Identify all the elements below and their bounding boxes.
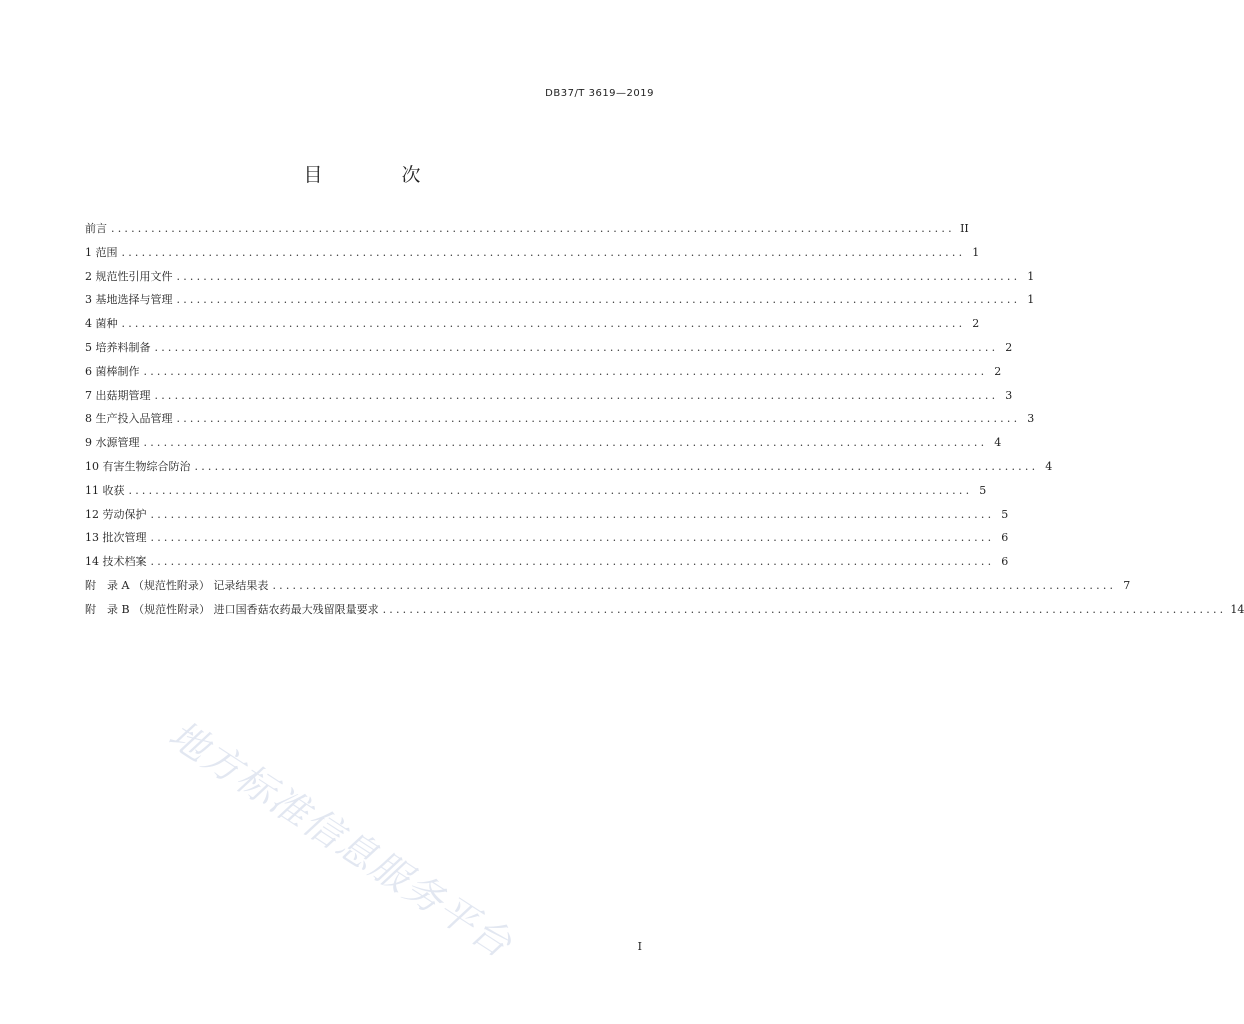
toc-leader-dots: .............................................................................................................................. — [154, 340, 999, 354]
toc-leader-dots: .............................................................................................................................. — [111, 222, 955, 235]
document-code: DB37/T 3619—2019 — [545, 88, 654, 99]
toc-entry[interactable] — [85, 482, 987, 506]
toc-entry-appendix[interactable] — [85, 601, 1244, 625]
toc-entry-label: 4 菌种 — [85, 317, 118, 331]
toc-entry-label: 2 规范性引用文件 — [85, 269, 173, 283]
toc-entry-page: 2 — [994, 364, 1002, 378]
toc-entry-appendix[interactable] — [85, 577, 1131, 601]
toc-leader-dots: .............................................................................................................................. — [176, 293, 1021, 307]
toc-entry[interactable] — [85, 553, 1009, 577]
toc-entry[interactable] — [85, 315, 980, 339]
toc-entry-page: 3 — [1027, 412, 1035, 426]
table-of-contents — [85, 220, 1244, 625]
toc-leader-dots: .............................................................................................................................. — [382, 602, 1227, 616]
toc-entry[interactable] — [85, 268, 1035, 292]
toc-entry[interactable] — [85, 291, 1035, 315]
toc-entry-page: 1 — [1027, 269, 1035, 283]
toc-entry-page: 6 — [1001, 555, 1009, 569]
toc-entry-label: 前言 — [85, 222, 107, 235]
toc-entry-label: 6 菌棒制作 — [85, 364, 140, 378]
watermark: 地方标准信息服务平台 — [161, 711, 521, 967]
toc-entry[interactable] — [85, 363, 1002, 387]
toc-entry-label: 附 录 B （规范性附录） 进口国香菇农药最大残留限量要求 — [85, 602, 379, 616]
toc-leader-dots: .............................................................................................................................. — [121, 317, 966, 331]
toc-entry[interactable] — [85, 244, 980, 268]
toc-entry-page: 7 — [1123, 578, 1131, 592]
toc-leader-dots: .............................................................................................................................. — [150, 555, 995, 569]
toc-leader-dots: .............................................................................................................................. — [194, 459, 1039, 473]
toc-entry-label: 附 录 A （规范性附录） 记录结果表 — [85, 578, 269, 592]
toc-leader-dots: .............................................................................................................................. — [154, 388, 999, 402]
toc-entry-page: 1 — [972, 245, 980, 259]
toc-entry-label: 10 有害生物综合防治 — [85, 459, 191, 473]
toc-entry-label: 8 生产投入品管理 — [85, 412, 173, 426]
toc-entry-label: 14 技术档案 — [85, 555, 147, 569]
toc-entry-label: 11 收获 — [85, 483, 125, 497]
toc-leader-dots: .............................................................................................................................. — [150, 531, 995, 545]
toc-leader-dots: .............................................................................................................................. — [176, 269, 1021, 283]
toc-entry-label: 13 批次管理 — [85, 531, 147, 545]
toc-entry[interactable] — [85, 434, 1002, 458]
toc-entry-page: 1 — [1027, 293, 1035, 307]
toc-entry-label: 12 劳动保护 — [85, 507, 147, 521]
toc-leader-dots: .............................................................................................................................. — [143, 364, 988, 378]
toc-entry-label: 5 培养料制备 — [85, 340, 151, 354]
toc-entry-label: 1 范围 — [85, 245, 118, 259]
toc-entry-page: 5 — [1001, 507, 1009, 521]
toc-entry-label: 3 基地选择与管理 — [85, 293, 173, 307]
toc-entry-page: 5 — [979, 483, 987, 497]
toc-leader-dots: .............................................................................................................................. — [143, 436, 988, 450]
toc-entry-page: 2 — [972, 317, 980, 331]
toc-leader-dots: .............................................................................................................................. — [150, 507, 995, 521]
toc-entry[interactable] — [85, 458, 1053, 482]
page-number: I — [637, 940, 642, 953]
toc-entry-page: 3 — [1005, 388, 1013, 402]
toc-entry[interactable] — [85, 410, 1035, 434]
page-title: 目 次 — [303, 164, 451, 186]
toc-entry[interactable] — [85, 220, 969, 244]
toc-entry-label: 9 水源管理 — [85, 436, 140, 450]
toc-entry-page: 6 — [1001, 531, 1009, 545]
toc-entry-page: II — [960, 222, 969, 235]
toc-leader-dots: .............................................................................................................................. — [176, 412, 1021, 426]
toc-entry[interactable] — [85, 339, 1013, 363]
toc-entry-page: 4 — [994, 436, 1002, 450]
toc-leader-dots: .............................................................................................................................. — [128, 483, 973, 497]
toc-entry[interactable] — [85, 529, 1009, 553]
toc-entry-page: 2 — [1005, 340, 1013, 354]
toc-entry[interactable] — [85, 506, 1009, 530]
toc-entry-page: 14 — [1230, 602, 1244, 616]
toc-leader-dots: .............................................................................................................................. — [272, 578, 1117, 592]
toc-entry[interactable] — [85, 387, 1013, 411]
toc-leader-dots: .............................................................................................................................. — [121, 245, 966, 259]
toc-entry-page: 4 — [1045, 459, 1053, 473]
toc-entry-label: 7 出菇期管理 — [85, 388, 151, 402]
